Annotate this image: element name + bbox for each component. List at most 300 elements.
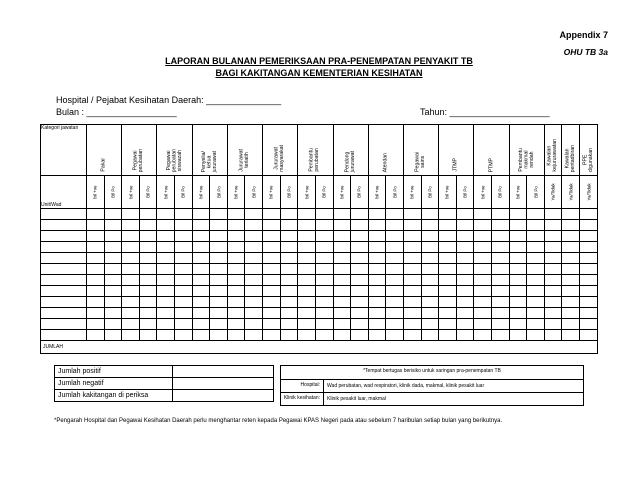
table-cell[interactable] <box>580 308 598 319</box>
table-cell[interactable] <box>104 220 122 231</box>
table-cell[interactable] <box>245 209 263 220</box>
table-cell[interactable] <box>280 286 298 297</box>
table-cell[interactable] <box>122 308 140 319</box>
table-cell[interactable] <box>421 253 439 264</box>
table-cell[interactable] <box>210 297 228 308</box>
table-cell[interactable] <box>122 209 140 220</box>
jumlah-positif-value[interactable] <box>173 366 274 378</box>
table-cell[interactable] <box>474 264 492 275</box>
table-cell[interactable] <box>87 231 105 242</box>
table-cell[interactable] <box>527 264 545 275</box>
table-cell[interactable] <box>210 231 228 242</box>
table-cell[interactable] <box>192 231 210 242</box>
table-cell[interactable] <box>386 231 404 242</box>
table-cell[interactable] <box>298 330 316 341</box>
table-cell[interactable] <box>175 253 193 264</box>
table-cell[interactable] <box>544 275 562 286</box>
table-cell[interactable] <box>41 308 87 319</box>
table-cell[interactable] <box>192 297 210 308</box>
table-cell[interactable] <box>351 231 369 242</box>
table-cell[interactable] <box>122 253 140 264</box>
table-cell[interactable] <box>527 253 545 264</box>
table-cell[interactable] <box>157 319 175 330</box>
table-cell[interactable] <box>298 264 316 275</box>
table-cell[interactable] <box>580 231 598 242</box>
table-cell[interactable] <box>368 264 386 275</box>
table-cell[interactable] <box>175 319 193 330</box>
table-cell[interactable] <box>421 286 439 297</box>
table-cell[interactable] <box>280 231 298 242</box>
table-cell[interactable] <box>122 220 140 231</box>
table-cell[interactable] <box>439 297 457 308</box>
table-cell[interactable] <box>403 319 421 330</box>
table-cell[interactable] <box>386 319 404 330</box>
table-cell[interactable] <box>562 264 580 275</box>
table-cell[interactable] <box>315 330 333 341</box>
table-cell[interactable] <box>527 330 545 341</box>
table-cell[interactable] <box>157 209 175 220</box>
table-cell[interactable] <box>41 319 87 330</box>
table-cell[interactable] <box>104 242 122 253</box>
table-cell[interactable] <box>351 209 369 220</box>
table-cell[interactable] <box>192 264 210 275</box>
table-cell[interactable] <box>544 308 562 319</box>
table-cell[interactable] <box>280 242 298 253</box>
table-cell[interactable] <box>245 319 263 330</box>
table-cell[interactable] <box>210 242 228 253</box>
table-cell[interactable] <box>280 308 298 319</box>
table-cell[interactable] <box>210 275 228 286</box>
table-cell[interactable] <box>227 308 245 319</box>
table-cell[interactable] <box>439 286 457 297</box>
table-cell[interactable] <box>298 319 316 330</box>
table-cell[interactable] <box>474 319 492 330</box>
table-cell[interactable] <box>280 253 298 264</box>
table-cell[interactable] <box>386 253 404 264</box>
table-cell[interactable] <box>439 275 457 286</box>
table-cell[interactable] <box>41 286 87 297</box>
table-cell[interactable] <box>386 220 404 231</box>
table-cell[interactable] <box>333 319 351 330</box>
table-cell[interactable] <box>139 308 157 319</box>
table-cell[interactable] <box>87 253 105 264</box>
table-cell[interactable] <box>544 220 562 231</box>
table-cell[interactable] <box>139 242 157 253</box>
table-cell[interactable] <box>298 231 316 242</box>
table-cell[interactable] <box>87 242 105 253</box>
table-cell[interactable] <box>333 308 351 319</box>
table-cell[interactable] <box>527 297 545 308</box>
table-cell[interactable] <box>421 242 439 253</box>
table-cell[interactable] <box>386 330 404 341</box>
table-cell[interactable] <box>421 264 439 275</box>
table-cell[interactable] <box>439 231 457 242</box>
table-cell[interactable] <box>41 242 87 253</box>
table-cell[interactable] <box>580 209 598 220</box>
table-cell[interactable] <box>421 330 439 341</box>
table-cell[interactable] <box>562 209 580 220</box>
table-cell[interactable] <box>456 319 474 330</box>
table-cell[interactable] <box>368 275 386 286</box>
table-cell[interactable] <box>439 330 457 341</box>
table-cell[interactable] <box>263 209 281 220</box>
table-cell[interactable] <box>227 209 245 220</box>
table-cell[interactable] <box>509 209 527 220</box>
table-cell[interactable] <box>333 231 351 242</box>
table-cell[interactable] <box>351 297 369 308</box>
table-cell[interactable] <box>245 275 263 286</box>
table-cell[interactable] <box>122 231 140 242</box>
table-cell[interactable] <box>139 275 157 286</box>
table-cell[interactable] <box>41 275 87 286</box>
table-cell[interactable] <box>439 264 457 275</box>
table-cell[interactable] <box>87 319 105 330</box>
table-cell[interactable] <box>263 253 281 264</box>
table-cell[interactable] <box>386 209 404 220</box>
table-cell[interactable] <box>456 231 474 242</box>
table-cell[interactable] <box>527 319 545 330</box>
table-cell[interactable] <box>492 264 510 275</box>
table-cell[interactable] <box>509 275 527 286</box>
table-cell[interactable] <box>351 264 369 275</box>
table-cell[interactable] <box>227 220 245 231</box>
table-cell[interactable] <box>227 264 245 275</box>
table-cell[interactable] <box>245 253 263 264</box>
table-cell[interactable] <box>368 242 386 253</box>
table-cell[interactable] <box>527 275 545 286</box>
table-cell[interactable] <box>175 297 193 308</box>
table-cell[interactable] <box>492 308 510 319</box>
table-cell[interactable] <box>386 264 404 275</box>
table-cell[interactable] <box>315 220 333 231</box>
table-cell[interactable] <box>368 330 386 341</box>
table-cell[interactable] <box>87 297 105 308</box>
table-cell[interactable] <box>492 242 510 253</box>
table-cell[interactable] <box>509 330 527 341</box>
table-cell[interactable] <box>527 286 545 297</box>
table-cell[interactable] <box>104 330 122 341</box>
table-cell[interactable] <box>527 308 545 319</box>
table-cell[interactable] <box>280 275 298 286</box>
table-cell[interactable] <box>544 231 562 242</box>
table-cell[interactable] <box>421 231 439 242</box>
table-cell[interactable] <box>562 308 580 319</box>
table-cell[interactable] <box>263 319 281 330</box>
table-cell[interactable] <box>298 275 316 286</box>
table-cell[interactable] <box>298 242 316 253</box>
table-cell[interactable] <box>227 330 245 341</box>
table-cell[interactable] <box>439 220 457 231</box>
table-cell[interactable] <box>509 220 527 231</box>
table-cell[interactable] <box>474 231 492 242</box>
table-cell[interactable] <box>492 275 510 286</box>
table-cell[interactable] <box>421 209 439 220</box>
table-cell[interactable] <box>315 275 333 286</box>
table-cell[interactable] <box>474 253 492 264</box>
table-cell[interactable] <box>139 209 157 220</box>
table-cell[interactable] <box>227 286 245 297</box>
table-cell[interactable] <box>439 242 457 253</box>
table-cell[interactable] <box>139 286 157 297</box>
table-cell[interactable] <box>544 319 562 330</box>
jumlah-diperiksa-value[interactable] <box>173 390 274 402</box>
table-cell[interactable] <box>210 286 228 297</box>
table-cell[interactable] <box>122 286 140 297</box>
table-cell[interactable] <box>509 231 527 242</box>
table-cell[interactable] <box>245 286 263 297</box>
table-cell[interactable] <box>41 264 87 275</box>
table-cell[interactable] <box>562 297 580 308</box>
table-cell[interactable] <box>403 308 421 319</box>
table-cell[interactable] <box>104 253 122 264</box>
table-cell[interactable] <box>210 319 228 330</box>
table-cell[interactable] <box>456 253 474 264</box>
table-cell[interactable] <box>192 330 210 341</box>
table-cell[interactable] <box>544 242 562 253</box>
table-cell[interactable] <box>87 220 105 231</box>
table-cell[interactable] <box>122 242 140 253</box>
table-cell[interactable] <box>439 308 457 319</box>
table-cell[interactable] <box>562 330 580 341</box>
bulan-field[interactable]: Bulan : __________________ <box>56 107 177 117</box>
table-cell[interactable] <box>492 220 510 231</box>
table-cell[interactable] <box>157 308 175 319</box>
table-cell[interactable] <box>245 308 263 319</box>
table-cell[interactable] <box>139 264 157 275</box>
table-cell[interactable] <box>298 209 316 220</box>
tahun-field[interactable]: Tahun: ____________________ <box>420 107 550 117</box>
table-cell[interactable] <box>421 220 439 231</box>
table-cell[interactable] <box>368 209 386 220</box>
table-cell[interactable] <box>333 297 351 308</box>
table-cell[interactable] <box>456 275 474 286</box>
table-cell[interactable] <box>580 220 598 231</box>
table-cell[interactable] <box>245 297 263 308</box>
table-cell[interactable] <box>456 242 474 253</box>
table-cell[interactable] <box>227 242 245 253</box>
table-cell[interactable] <box>87 264 105 275</box>
table-cell[interactable] <box>474 308 492 319</box>
table-cell[interactable] <box>492 253 510 264</box>
table-cell[interactable] <box>544 286 562 297</box>
table-cell[interactable] <box>474 297 492 308</box>
table-cell[interactable] <box>439 209 457 220</box>
table-cell[interactable] <box>104 231 122 242</box>
table-cell[interactable] <box>315 308 333 319</box>
table-cell[interactable] <box>492 231 510 242</box>
table-cell[interactable] <box>368 220 386 231</box>
table-cell[interactable] <box>509 319 527 330</box>
table-cell[interactable] <box>580 275 598 286</box>
table-cell[interactable] <box>298 220 316 231</box>
table-cell[interactable] <box>333 253 351 264</box>
table-cell[interactable] <box>87 308 105 319</box>
table-cell[interactable] <box>315 209 333 220</box>
table-cell[interactable] <box>474 330 492 341</box>
table-cell[interactable] <box>104 264 122 275</box>
table-cell[interactable] <box>421 275 439 286</box>
table-cell[interactable] <box>351 253 369 264</box>
table-cell[interactable] <box>580 264 598 275</box>
table-cell[interactable] <box>456 286 474 297</box>
table-cell[interactable] <box>157 231 175 242</box>
table-cell[interactable] <box>527 242 545 253</box>
table-cell[interactable] <box>157 264 175 275</box>
table-cell[interactable] <box>192 242 210 253</box>
table-cell[interactable] <box>421 297 439 308</box>
table-cell[interactable] <box>315 319 333 330</box>
table-cell[interactable] <box>192 308 210 319</box>
table-cell[interactable] <box>403 286 421 297</box>
table-cell[interactable] <box>263 242 281 253</box>
table-cell[interactable] <box>386 286 404 297</box>
table-cell[interactable] <box>351 275 369 286</box>
table-cell[interactable] <box>245 220 263 231</box>
table-cell[interactable] <box>87 209 105 220</box>
table-cell[interactable] <box>122 264 140 275</box>
table-cell[interactable] <box>333 275 351 286</box>
table-cell[interactable] <box>192 220 210 231</box>
table-cell[interactable] <box>122 330 140 341</box>
table-cell[interactable] <box>527 209 545 220</box>
table-cell[interactable] <box>263 330 281 341</box>
table-cell[interactable] <box>263 231 281 242</box>
table-cell[interactable] <box>315 297 333 308</box>
table-cell[interactable] <box>474 242 492 253</box>
table-cell[interactable] <box>351 286 369 297</box>
table-cell[interactable] <box>456 297 474 308</box>
table-cell[interactable] <box>227 319 245 330</box>
table-cell[interactable] <box>368 286 386 297</box>
table-cell[interactable] <box>175 209 193 220</box>
table-cell[interactable] <box>315 264 333 275</box>
table-cell[interactable] <box>474 209 492 220</box>
table-cell[interactable] <box>351 220 369 231</box>
table-cell[interactable] <box>474 286 492 297</box>
table-cell[interactable] <box>580 319 598 330</box>
table-cell[interactable] <box>280 209 298 220</box>
table-cell[interactable] <box>263 264 281 275</box>
table-cell[interactable] <box>509 286 527 297</box>
table-cell[interactable] <box>263 220 281 231</box>
table-cell[interactable] <box>580 286 598 297</box>
table-cell[interactable] <box>175 275 193 286</box>
table-cell[interactable] <box>175 231 193 242</box>
table-cell[interactable] <box>87 330 105 341</box>
table-cell[interactable] <box>562 231 580 242</box>
table-cell[interactable] <box>351 319 369 330</box>
table-cell[interactable] <box>315 253 333 264</box>
table-cell[interactable] <box>333 330 351 341</box>
table-cell[interactable] <box>157 253 175 264</box>
table-cell[interactable] <box>210 220 228 231</box>
table-cell[interactable] <box>245 231 263 242</box>
table-cell[interactable] <box>474 220 492 231</box>
table-cell[interactable] <box>351 330 369 341</box>
table-cell[interactable] <box>351 242 369 253</box>
table-cell[interactable] <box>562 286 580 297</box>
table-cell[interactable] <box>315 242 333 253</box>
table-cell[interactable] <box>509 264 527 275</box>
table-cell[interactable] <box>456 264 474 275</box>
table-cell[interactable] <box>280 330 298 341</box>
table-cell[interactable] <box>263 297 281 308</box>
table-cell[interactable] <box>562 220 580 231</box>
table-cell[interactable] <box>562 275 580 286</box>
table-cell[interactable] <box>139 297 157 308</box>
table-cell[interactable] <box>562 242 580 253</box>
table-cell[interactable] <box>456 220 474 231</box>
table-cell[interactable] <box>192 319 210 330</box>
table-cell[interactable] <box>421 308 439 319</box>
table-cell[interactable] <box>280 319 298 330</box>
table-cell[interactable] <box>456 330 474 341</box>
table-cell[interactable] <box>492 330 510 341</box>
table-cell[interactable] <box>245 330 263 341</box>
table-cell[interactable] <box>509 308 527 319</box>
table-cell[interactable] <box>210 264 228 275</box>
table-cell[interactable] <box>263 275 281 286</box>
table-cell[interactable] <box>227 231 245 242</box>
table-cell[interactable] <box>403 242 421 253</box>
table-cell[interactable] <box>104 297 122 308</box>
table-cell[interactable] <box>41 209 87 220</box>
table-cell[interactable] <box>403 231 421 242</box>
table-cell[interactable] <box>175 286 193 297</box>
table-cell[interactable] <box>544 253 562 264</box>
table-cell[interactable] <box>403 297 421 308</box>
table-cell[interactable] <box>245 264 263 275</box>
table-cell[interactable] <box>175 264 193 275</box>
table-cell[interactable] <box>41 330 87 341</box>
table-cell[interactable] <box>87 286 105 297</box>
table-cell[interactable] <box>245 242 263 253</box>
table-cell[interactable] <box>157 297 175 308</box>
table-cell[interactable] <box>527 231 545 242</box>
table-cell[interactable] <box>456 308 474 319</box>
table-cell[interactable] <box>280 297 298 308</box>
table-cell[interactable] <box>456 209 474 220</box>
table-cell[interactable] <box>175 220 193 231</box>
table-cell[interactable] <box>333 286 351 297</box>
table-cell[interactable] <box>386 275 404 286</box>
table-cell[interactable] <box>386 297 404 308</box>
table-cell[interactable] <box>104 286 122 297</box>
table-cell[interactable] <box>227 275 245 286</box>
table-cell[interactable] <box>562 319 580 330</box>
table-cell[interactable] <box>333 242 351 253</box>
table-cell[interactable] <box>87 275 105 286</box>
table-cell[interactable] <box>192 209 210 220</box>
table-cell[interactable] <box>175 242 193 253</box>
table-cell[interactable] <box>562 253 580 264</box>
table-cell[interactable] <box>544 297 562 308</box>
table-cell[interactable] <box>192 275 210 286</box>
table-cell[interactable] <box>139 319 157 330</box>
hospital-field[interactable]: Hospital / Pejabat Kesihatan Daerah: _______________ <box>56 95 282 105</box>
table-cell[interactable] <box>104 308 122 319</box>
table-cell[interactable] <box>439 319 457 330</box>
table-cell[interactable] <box>509 242 527 253</box>
table-cell[interactable] <box>403 209 421 220</box>
table-cell[interactable] <box>298 297 316 308</box>
table-cell[interactable] <box>492 297 510 308</box>
table-cell[interactable] <box>580 297 598 308</box>
table-cell[interactable] <box>315 286 333 297</box>
table-cell[interactable] <box>175 308 193 319</box>
table-cell[interactable] <box>139 220 157 231</box>
table-cell[interactable] <box>474 275 492 286</box>
